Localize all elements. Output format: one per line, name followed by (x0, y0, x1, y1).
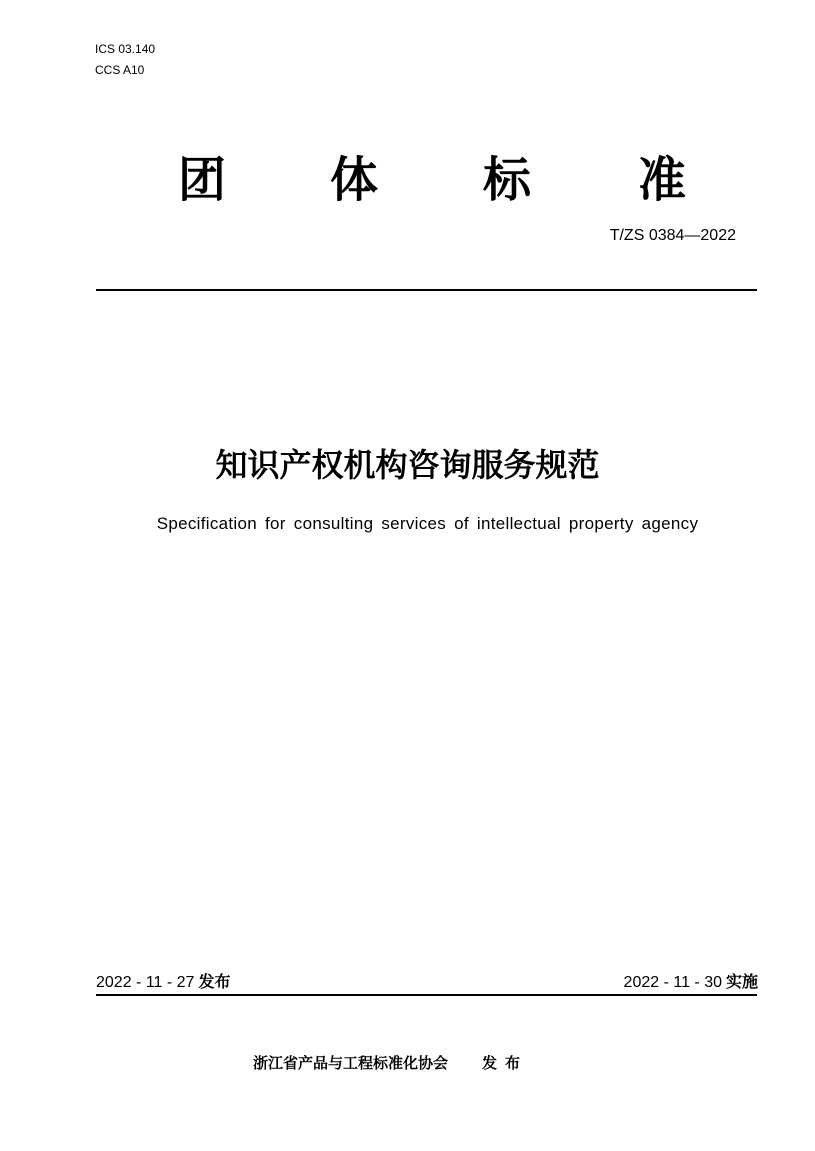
issue-date: 2022 - 11 - 27 (96, 974, 195, 991)
publisher-block (253, 1053, 528, 1073)
implementation-label: 实施 (725, 972, 758, 991)
standard-type-char-3: 标 (483, 152, 532, 208)
issue-date-block (96, 972, 230, 993)
ccs-code: CCS A10 (95, 63, 145, 77)
publisher-action: 发布 (482, 1054, 529, 1072)
standard-type-char-1: 团 (178, 152, 227, 208)
standard-code: T/ZS 0384—2022 (609, 227, 736, 244)
issue-label: 发布 (198, 972, 231, 991)
standard-type-char-4: 准 (638, 152, 687, 208)
publisher-name: 浙江省产品与工程标准化协会 (253, 1054, 449, 1072)
header-divider (96, 289, 757, 291)
ics-code: ICS 03.140 (95, 42, 156, 56)
document-title-chinese: 知识产权机构咨询服务规范 (215, 446, 600, 484)
standard-type-char-2: 体 (330, 152, 379, 208)
document-title-english (0, 513, 815, 535)
footer-divider (96, 994, 757, 996)
implementation-date-block (624, 972, 758, 993)
implementation-date: 2022 - 11 - 30 (623, 974, 722, 991)
document-title-english-text: Specification for consulting services of intellectual property agency (156, 514, 699, 533)
